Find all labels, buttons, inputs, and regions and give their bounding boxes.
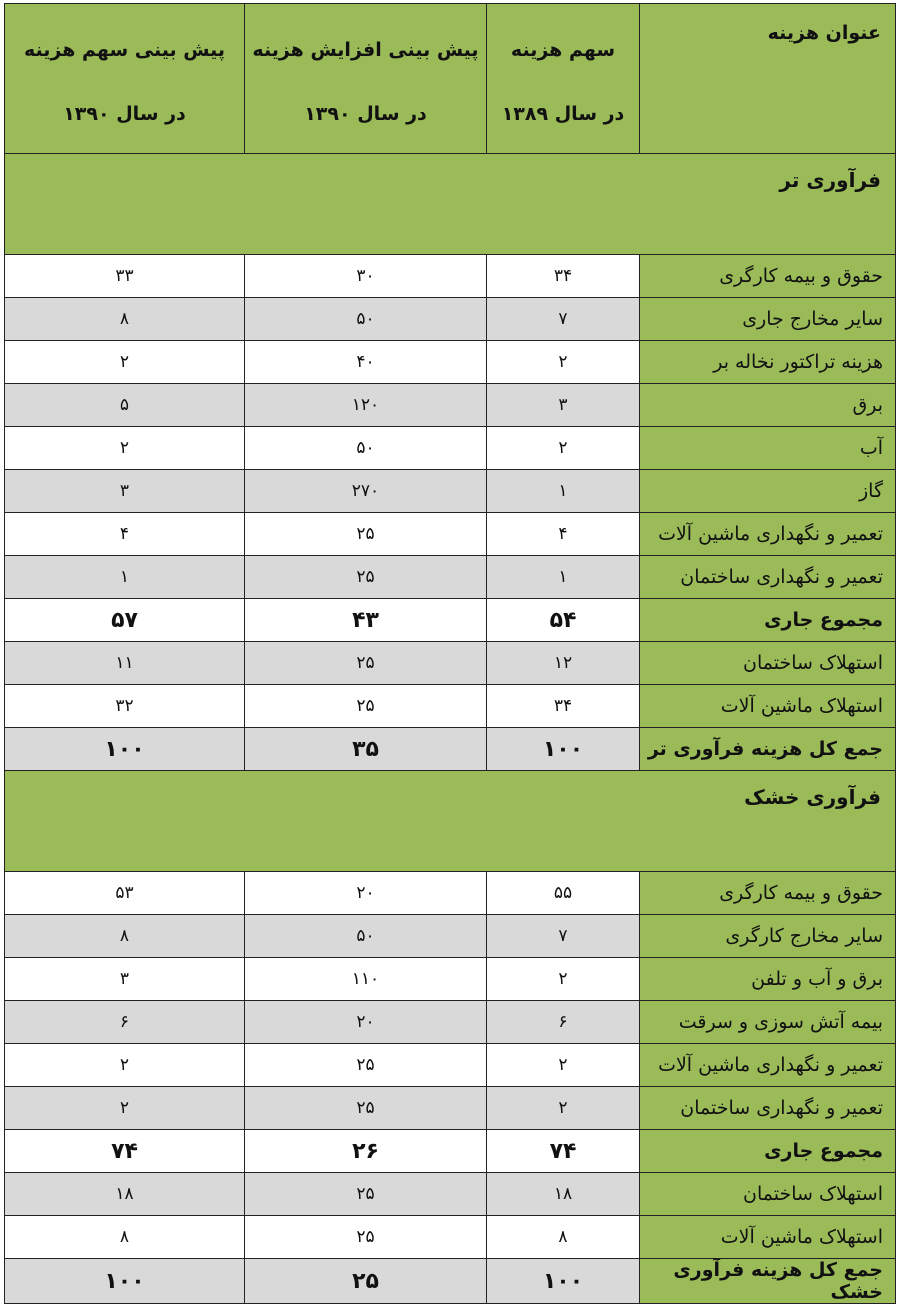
- share-1389-cell: ۳۴: [487, 685, 640, 728]
- header-col-share-1389-line2: در سال ۱۳۸۹: [501, 103, 625, 125]
- share-1389-cell: ۱۰۰: [487, 728, 640, 771]
- share-1390-cell: ۲: [5, 341, 245, 384]
- share-1389-cell: ۱۲: [487, 642, 640, 685]
- share-1389-cell: ۷: [487, 298, 640, 341]
- row-label: استهلاک ماشین آلات: [640, 1216, 896, 1259]
- table-row: [5, 470, 896, 513]
- share-1389-cell: ۵۵: [487, 872, 640, 915]
- table-row: [5, 556, 896, 599]
- share-1390-cell: ۵۳: [5, 872, 245, 915]
- table-row: [5, 1001, 896, 1044]
- section-title: فرآوری خشک: [5, 771, 896, 872]
- increase-1390-cell: ۲۵: [245, 685, 487, 728]
- total-row: [5, 1130, 896, 1173]
- increase-1390-cell: ۴۳: [245, 599, 487, 642]
- increase-1390-cell: ۱۲۰: [245, 384, 487, 427]
- share-1390-cell: ۲: [5, 427, 245, 470]
- total-row: [5, 599, 896, 642]
- share-1390-cell: ۷۴: [5, 1130, 245, 1173]
- share-1389-cell: ۲: [487, 1044, 640, 1087]
- increase-1390-cell: ۲۵: [245, 1173, 487, 1216]
- table-row: [5, 513, 896, 556]
- increase-1390-cell: ۲۰: [245, 1001, 487, 1044]
- row-label: حقوق و بیمه کارگری: [640, 872, 896, 915]
- increase-1390-cell: ۱۱۰: [245, 958, 487, 1001]
- increase-1390-cell: ۲۵: [245, 1259, 487, 1304]
- share-1389-cell: ۳: [487, 384, 640, 427]
- share-1390-cell: ۱۸: [5, 1173, 245, 1216]
- share-1389-cell: ۱۰۰: [487, 1259, 640, 1304]
- table-row: [5, 685, 896, 728]
- increase-1390-cell: ۵۰: [245, 427, 487, 470]
- increase-1390-cell: ۲۶: [245, 1130, 487, 1173]
- share-1390-cell: ۶: [5, 1001, 245, 1044]
- row-label: تعمیر و نگهداری ماشین آلات: [640, 513, 896, 556]
- share-1390-cell: ۱۰۰: [5, 728, 245, 771]
- table-row: [5, 1087, 896, 1130]
- increase-1390-cell: ۲۵: [245, 1087, 487, 1130]
- header-col-share-1390-line1: پیش بینی سهم هزینه: [24, 39, 225, 61]
- share-1390-cell: ۸: [5, 298, 245, 341]
- share-1390-cell: ۵: [5, 384, 245, 427]
- row-label: استهلاک ساختمان: [640, 1173, 896, 1216]
- share-1390-cell: ۵۷: [5, 599, 245, 642]
- section-row: [5, 771, 896, 872]
- increase-1390-cell: ۲۵: [245, 556, 487, 599]
- table-row: [5, 1173, 896, 1216]
- share-1390-cell: ۴: [5, 513, 245, 556]
- row-label: هزینه تراکتور نخاله بر: [640, 341, 896, 384]
- row-label: گاز: [640, 470, 896, 513]
- share-1389-cell: ۲: [487, 1087, 640, 1130]
- share-1390-cell: ۸: [5, 915, 245, 958]
- share-1390-cell: ۲: [5, 1087, 245, 1130]
- share-1390-cell: ۱: [5, 556, 245, 599]
- table-row: [5, 341, 896, 384]
- header-col-share-1390: [5, 4, 245, 154]
- share-1389-cell: ۲: [487, 427, 640, 470]
- row-label: برق و آب و تلفن: [640, 958, 896, 1001]
- section-title: فرآوری تر: [5, 154, 896, 255]
- cost-table-body: [5, 4, 896, 1304]
- table-row: [5, 298, 896, 341]
- table-row: [5, 427, 896, 470]
- row-label: جمع کل هزینه فرآوری خشک: [640, 1259, 896, 1304]
- increase-1390-cell: ۵۰: [245, 298, 487, 341]
- total-row: [5, 1259, 896, 1304]
- table-row: [5, 1216, 896, 1259]
- table-row: [5, 958, 896, 1001]
- increase-1390-cell: ۲۰: [245, 872, 487, 915]
- share-1390-cell: ۸: [5, 1216, 245, 1259]
- table-row: [5, 1044, 896, 1087]
- share-1390-cell: ۱۰۰: [5, 1259, 245, 1304]
- share-1390-cell: ۳۳: [5, 255, 245, 298]
- increase-1390-cell: ۵۰: [245, 915, 487, 958]
- increase-1390-cell: ۲۵: [245, 642, 487, 685]
- row-label: تعمیر و نگهداری ساختمان: [640, 1087, 896, 1130]
- row-label: بیمه آتش سوزی و سرقت: [640, 1001, 896, 1044]
- row-label: استهلاک ساختمان: [640, 642, 896, 685]
- share-1389-cell: ۴: [487, 513, 640, 556]
- increase-1390-cell: ۲۵: [245, 1216, 487, 1259]
- share-1390-cell: ۱۱: [5, 642, 245, 685]
- table-row: [5, 384, 896, 427]
- table-row: [5, 915, 896, 958]
- header-col-share-1389: [487, 4, 640, 154]
- increase-1390-cell: ۳۰: [245, 255, 487, 298]
- table-row: [5, 642, 896, 685]
- increase-1390-cell: ۲۵: [245, 513, 487, 556]
- share-1389-cell: ۶: [487, 1001, 640, 1044]
- table-row: [5, 255, 896, 298]
- share-1390-cell: ۳: [5, 958, 245, 1001]
- share-1389-cell: ۸: [487, 1216, 640, 1259]
- cost-table: [4, 3, 896, 1304]
- header-title: عنوان هزینه: [640, 4, 896, 154]
- row-label: آب: [640, 427, 896, 470]
- row-label: تعمیر و نگهداری ساختمان: [640, 556, 896, 599]
- row-label: حقوق و بیمه کارگری: [640, 255, 896, 298]
- row-label: سایر مخارج جاری: [640, 298, 896, 341]
- total-row: [5, 728, 896, 771]
- share-1389-cell: ۷: [487, 915, 640, 958]
- header-col-share-1390-line2: در سال ۱۳۹۰: [63, 103, 186, 125]
- header-col-share-1389-line1: سهم هزینه: [510, 39, 616, 61]
- share-1389-cell: ۷۴: [487, 1130, 640, 1173]
- share-1389-cell: ۱: [487, 556, 640, 599]
- share-1390-cell: ۳۲: [5, 685, 245, 728]
- share-1389-cell: ۵۴: [487, 599, 640, 642]
- share-1389-cell: ۱۸: [487, 1173, 640, 1216]
- row-label: استهلاک ماشین آلات: [640, 685, 896, 728]
- row-label: تعمیر و نگهداری ماشین آلات: [640, 1044, 896, 1087]
- share-1390-cell: ۲: [5, 1044, 245, 1087]
- share-1389-cell: ۳۴: [487, 255, 640, 298]
- increase-1390-cell: ۲۵: [245, 1044, 487, 1087]
- row-label: برق: [640, 384, 896, 427]
- share-1389-cell: ۲: [487, 341, 640, 384]
- increase-1390-cell: ۴۰: [245, 341, 487, 384]
- row-label: مجموع جاری: [640, 599, 896, 642]
- header-col-increase-1390-line1: پیش بینی افزایش هزینه: [252, 39, 479, 61]
- row-label: مجموع جاری: [640, 1130, 896, 1173]
- header-col-increase-1390-line2: در سال ۱۳۹۰: [304, 103, 427, 125]
- header-col-increase-1390: [245, 4, 487, 154]
- share-1390-cell: ۳: [5, 470, 245, 513]
- table-row: [5, 872, 896, 915]
- row-label: سایر مخارج کارگری: [640, 915, 896, 958]
- section-row: [5, 154, 896, 255]
- increase-1390-cell: ۲۷۰: [245, 470, 487, 513]
- increase-1390-cell: ۳۵: [245, 728, 487, 771]
- share-1389-cell: ۱: [487, 470, 640, 513]
- share-1389-cell: ۲: [487, 958, 640, 1001]
- row-label: جمع کل هزینه فرآوری تر: [640, 728, 896, 771]
- header-row: [5, 4, 896, 154]
